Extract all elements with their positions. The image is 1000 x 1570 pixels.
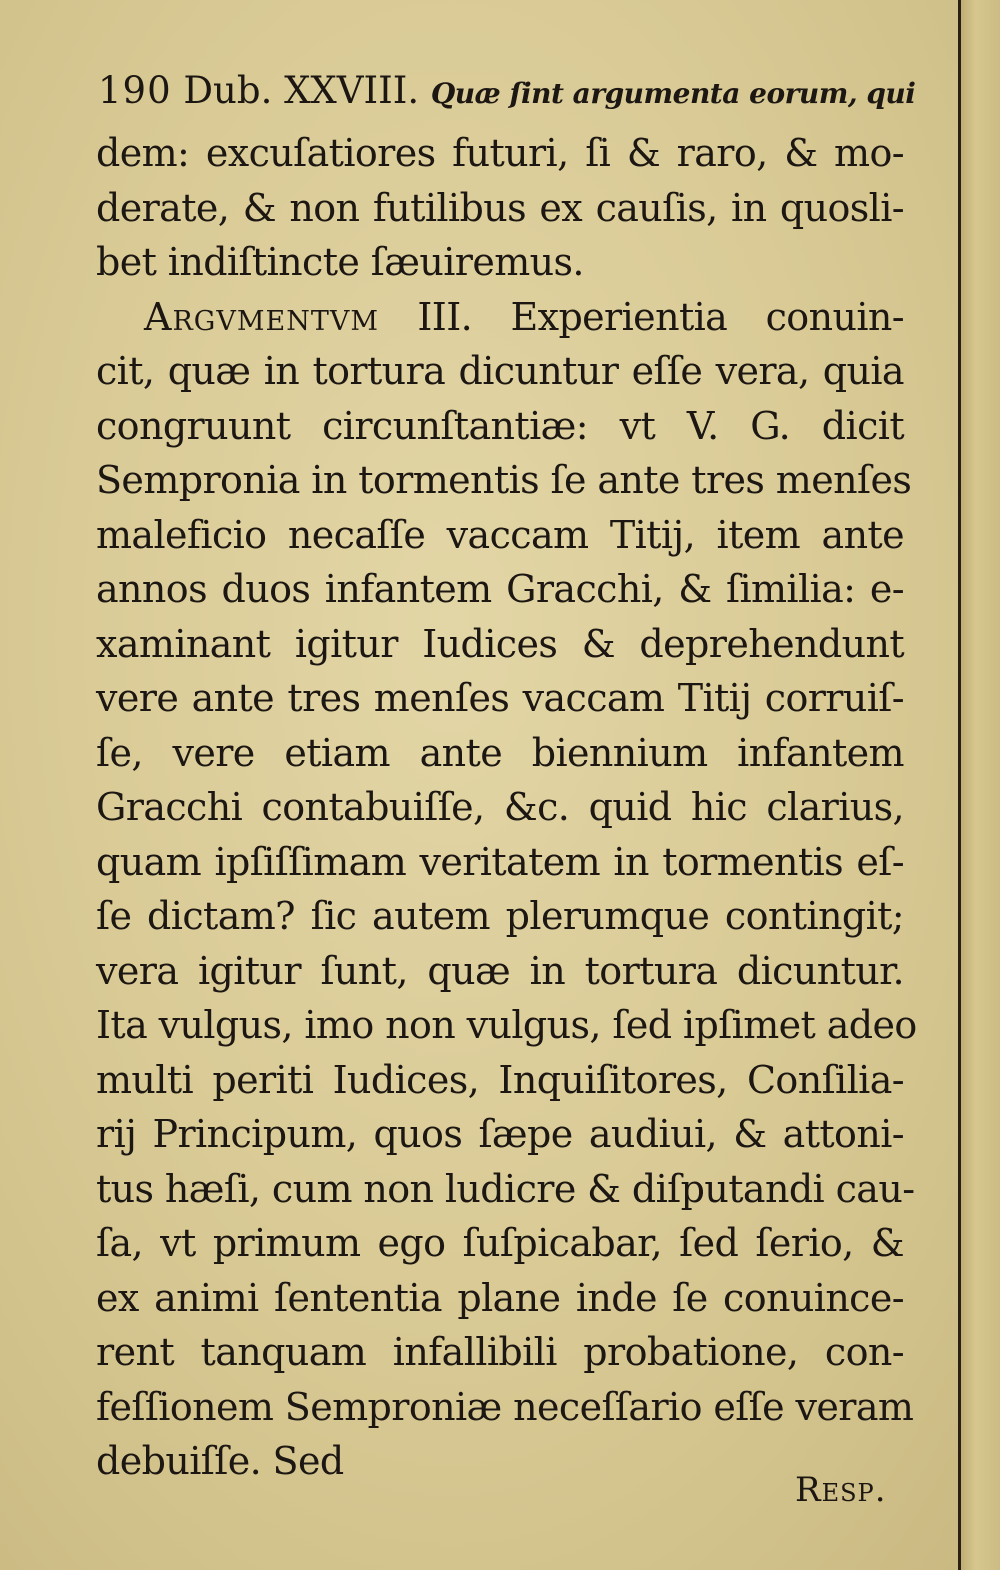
text-line: xaminant igitur Iudices & deprehendunt xyxy=(96,621,904,666)
running-title: Quæ ſint argumenta eorum, qui xyxy=(430,77,916,110)
text-line: rent tanquam infallibili probatione, con- xyxy=(96,1330,904,1374)
body-text xyxy=(96,126,917,1489)
text-line: multi periti Iudices, Inquiſitores, Conſilia- xyxy=(96,1057,904,1102)
argument-heading: Argvmentvm xyxy=(144,294,379,339)
text-line: vera igitur ſunt, quæ in tortura dicuntur. xyxy=(96,948,904,993)
text-line: derate, & non futilibus ex cauſis, in quosli- xyxy=(96,185,904,230)
text-line: rij Principum, quos ſæpe audiui, & attoni- xyxy=(96,1112,904,1156)
text-line: bet indiſtincte ſæuiremus. xyxy=(96,240,584,284)
text-line: ex animi ſententia plane inde ſe conuince- xyxy=(96,1275,904,1320)
text-line: Sempronia in tormentis ſe ante tres menſes xyxy=(96,458,912,502)
text-line: ſa, vt primum ego ſuſpicabar, ſed ſerio, & xyxy=(96,1221,904,1265)
text-line: feſſionem Semproniæ neceſſario eſſe veram xyxy=(96,1384,914,1429)
text-line: Gracchi contabuiſſe, &c. quid hic clarius, xyxy=(96,785,904,829)
text-line: Ita vulgus, imo non vulgus, ſed ipſimet adeo xyxy=(96,1003,917,1047)
text-line: ſe, vere etiam ante biennium infantem xyxy=(96,730,904,775)
text-line: congruunt circunſtantiæ: vt V. G. dicit xyxy=(96,403,904,448)
text-line: vere ante tres menſes vaccam Titij corruiſ- xyxy=(96,676,904,720)
catchword: Resp. xyxy=(795,1470,887,1510)
argument-line xyxy=(96,290,904,345)
text-line: tus hæſi, cum non ludicre & diſputandi cau- xyxy=(96,1166,915,1211)
page-number: 190 xyxy=(98,69,172,112)
text-line: ſe dictam? ſic autem plerumque contingit; xyxy=(96,894,904,938)
text-line: cit, quæ in tortura dicuntur eſſe vera, quia xyxy=(96,349,904,393)
text-line: debuiſſe. Sed xyxy=(96,1439,344,1483)
text-line: quam ipſiſſimam veritatem in tormentis eſ- xyxy=(96,839,904,884)
page-gutter xyxy=(958,0,1000,1570)
argument-line-rest: III. Experientia conuin- xyxy=(378,294,904,339)
text-line: maleficio necaſſe vaccam Titij, item ante xyxy=(96,512,904,557)
text-line: annos duos infantem Gracchi, & ſimilia: e- xyxy=(96,567,904,611)
text-line: dem: excuſatiores futuri, ſi & raro, & mo- xyxy=(96,131,904,175)
section-heading: Dub. XXVIII. xyxy=(183,69,420,112)
page-header xyxy=(98,66,916,116)
